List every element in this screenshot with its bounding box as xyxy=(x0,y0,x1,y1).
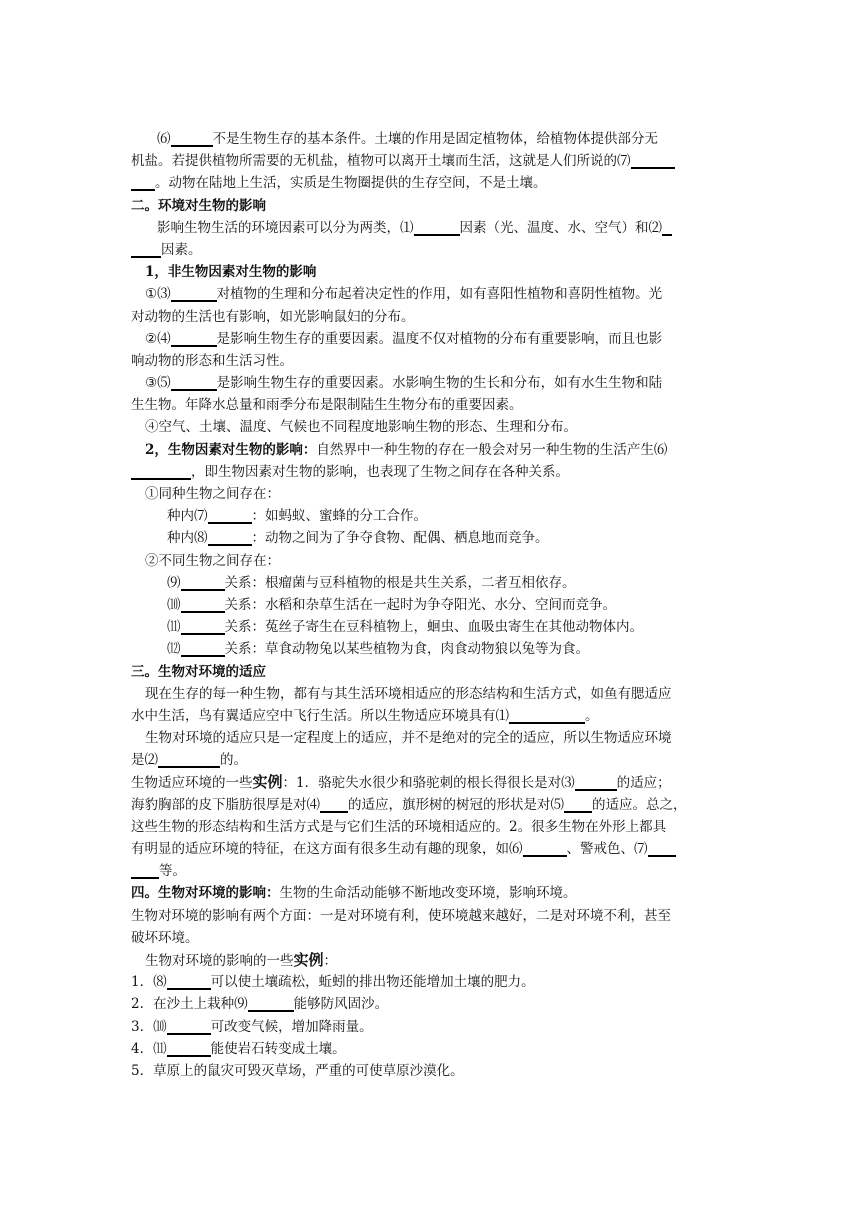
text-line xyxy=(131,461,731,483)
fill-blank[interactable] xyxy=(648,840,676,857)
text-line xyxy=(131,239,731,261)
text-line: 响动物的形态和生活习性。 xyxy=(131,352,293,369)
line-text: 能使岩石转变成土壤。 xyxy=(210,1040,346,1057)
fill-blank[interactable] xyxy=(564,796,592,813)
line-text: 种内⑻ xyxy=(167,530,208,547)
text-line: 这些生物的形态结构和生活方式是与它们生活的环境相适应的。2。很多生物在外形上都具 xyxy=(131,818,667,835)
fill-blank[interactable] xyxy=(181,596,225,613)
line-text: 生物的生命活动能够不断地改变环境，影响环境。 xyxy=(279,885,577,902)
fill-blank[interactable] xyxy=(158,751,220,768)
text-line xyxy=(131,971,731,993)
fill-blank[interactable] xyxy=(414,219,460,236)
text-line xyxy=(131,505,731,527)
fill-blank[interactable] xyxy=(575,774,617,791)
text-line: ②不同生物之间存在： xyxy=(145,552,280,569)
text-line xyxy=(131,638,731,660)
text-line: 现在生存的每一种生物，都有与其生活环境相适应的形态结构和生活方式，如鱼有腮适应 xyxy=(145,685,672,702)
line-text: ，即生物因素对生物的影响，也表现了生物之间存在各种关系。 xyxy=(191,463,569,480)
line-text: 海豹胸部的皮下脂肪很厚是对⑷ xyxy=(131,796,320,813)
text-line: 生物对环境的影响有两个方面：一是对环境有利，使环境越来越好，二是对环境不利，甚至 xyxy=(131,907,671,924)
text-line xyxy=(131,328,731,350)
line-text: ： xyxy=(323,952,338,969)
text-line xyxy=(131,527,731,549)
fill-blank[interactable] xyxy=(167,1040,211,1057)
text-line xyxy=(131,794,731,816)
text-line: 破坏环境。 xyxy=(131,929,199,946)
text-line xyxy=(131,1038,731,1060)
line-text: 的。 xyxy=(220,752,247,769)
line-text: 自然界中一种生物的存在一般会对另一种生物的生活产生⑹ xyxy=(316,441,668,458)
line-text: 关系：菟丝子寄生在豆科植物上，蛔虫、血吸虫寄生在其他动物体内。 xyxy=(224,619,643,636)
text-line: 生物对环境的适应只是一定程度上的适应，并不是绝对的完全的适应，所以生物适应环境 xyxy=(145,730,672,747)
text-line xyxy=(131,1016,731,1038)
blank-number: ⑿ xyxy=(167,641,181,658)
text-line: 生生物。年降水总量和雨季分布是限制陆生生物分布的重要因素。 xyxy=(131,397,523,414)
fill-blank[interactable] xyxy=(509,707,585,724)
fill-blank[interactable] xyxy=(320,796,348,813)
line-text: ：1．骆驼失水很少和骆驼刺的根长得很长是对⑶ xyxy=(282,775,575,792)
fill-blank[interactable] xyxy=(171,130,213,147)
line-text: ③⑸ xyxy=(145,375,171,392)
text-line xyxy=(131,128,731,150)
text-line xyxy=(131,283,731,305)
subsection-heading: 1，非生物因素对生物的影响 xyxy=(145,264,317,281)
blank-number: ⑾ xyxy=(167,619,181,636)
line-text: 是⑵ xyxy=(131,752,158,769)
text-line xyxy=(131,572,731,594)
example-label: 实例 xyxy=(293,950,324,969)
line-text: 。 xyxy=(585,707,599,724)
line-text: 的适应。总之， xyxy=(592,796,687,813)
fill-blank[interactable] xyxy=(131,463,191,480)
line-text: 能够防风固沙。 xyxy=(293,996,389,1013)
text-line: 对动物的生活也有影响，如光影响鼠妇的分布。 xyxy=(131,308,415,325)
text-line: ④空气、土壤、温度、气候也不同程度地影响生物的形态、生理和分布。 xyxy=(145,419,577,436)
line-text: 对植物的生理和分布起着决定性的作用，如有喜阳性植物和喜阴性植物。光 xyxy=(216,286,663,303)
line-text: 3．⑽ xyxy=(131,1018,167,1035)
fill-blank[interactable] xyxy=(171,374,217,391)
line-text: 是影响生物生存的重要因素。温度不仅对植物的分布有重要影响，而且也影 xyxy=(216,330,663,347)
line-text: 可改变气候，增加降雨量。 xyxy=(210,1018,373,1035)
fill-blank[interactable] xyxy=(131,862,159,879)
line-text: 影响生物生活的环境因素可以分为两类，⑴ xyxy=(157,219,414,236)
line-text: ①⑶ xyxy=(145,286,171,303)
fill-blank[interactable] xyxy=(167,973,211,990)
text-line xyxy=(131,594,731,616)
line-text: 4．⑾ xyxy=(131,1040,167,1057)
fill-blank[interactable] xyxy=(181,640,225,657)
text-line xyxy=(131,771,731,793)
line-text: ：如蚂蚁、蜜蜂的分工合作。 xyxy=(251,508,427,525)
line-text: 机盐。若提供植物所需要的无机盐，植物可以离开土壤而生活，这就是人们所说的⑺ xyxy=(131,153,631,170)
line-text: 关系：根瘤菌与豆科植物的根是共生关系，二者互相依存。 xyxy=(224,574,576,591)
line-text: 有明显的适应环境的特征，在这方面有很多生动有趣的现象，如⑹ xyxy=(131,841,523,857)
line-text: 生物对环境的影响的一些 xyxy=(145,952,294,969)
line-text: 因素。 xyxy=(161,241,202,258)
line-text: 。动物在陆地上生活，实质是生物圈提供的生存空间，不是土壤。 xyxy=(155,175,547,192)
line-text: 的适应，旗形树的树冠的形状是对⑸ xyxy=(348,796,564,813)
subsection-heading: 2，生物因素对生物的影响： xyxy=(145,441,317,458)
fill-blank[interactable] xyxy=(131,174,155,191)
fill-blank[interactable] xyxy=(131,241,161,258)
fill-blank[interactable] xyxy=(167,1018,211,1035)
line-text: 、警戒色、⑺ xyxy=(566,841,648,857)
line-text: 种内⑺ xyxy=(167,508,208,525)
text-line xyxy=(131,949,731,971)
section-heading: 四。生物对环境的影响： xyxy=(131,885,280,902)
text-line xyxy=(131,860,731,882)
line-text: 因素（光、温度、水、空气）和⑵ xyxy=(459,219,662,236)
line-text: 的适应； xyxy=(616,775,671,792)
blank-number: ⑼ xyxy=(167,574,181,591)
section-heading: 三。生物对环境的适应 xyxy=(131,663,266,680)
text-line xyxy=(131,838,731,860)
fill-blank[interactable] xyxy=(248,995,294,1012)
line-text: 水中生活，鸟有翼适应空中飞行生活。所以生物适应环境具有⑴ xyxy=(131,707,509,724)
text-line xyxy=(131,705,731,727)
text-line xyxy=(131,616,731,638)
text-line xyxy=(131,172,731,194)
line-text: 可以使土壤疏松，蚯蚓的排出物还能增加土壤的肥力。 xyxy=(210,974,535,991)
line-text: 不是生物生存的基本条件。土壤的作用是固定植物体，给植物体提供部分无 xyxy=(212,131,658,147)
text-line xyxy=(131,150,731,172)
example-label: 实例 xyxy=(252,773,283,792)
fill-blank[interactable] xyxy=(181,574,225,591)
text-line xyxy=(131,882,731,904)
fill-blank[interactable] xyxy=(631,152,675,169)
text-line xyxy=(131,217,731,239)
line-text: 生物适应环境的一些 xyxy=(131,775,253,792)
text-line: 5．草原上的鼠灾可毁灭草场，严重的可使草原沙漠化。 xyxy=(131,1062,464,1079)
blank-number: ⑽ xyxy=(167,596,181,613)
text-line xyxy=(131,372,731,394)
fill-blank[interactable] xyxy=(662,219,672,236)
section-heading: 二。环境对生物的影响 xyxy=(131,197,266,214)
line-text: 关系：草食动物兔以某些植物为食，肉食动物狼以兔等为食。 xyxy=(224,641,589,658)
line-text: ：动物之间为了争夺食物、配偶、栖息地而竞争。 xyxy=(251,530,549,547)
fill-blank[interactable] xyxy=(181,618,225,635)
line-text: 等。 xyxy=(159,863,186,880)
text-line xyxy=(131,439,731,461)
line-text: 是影响生物生存的重要因素。水影响生物的生长和分布，如有水生生物和陆 xyxy=(216,375,663,392)
fill-blank[interactable] xyxy=(171,285,217,302)
text-line: ①同种生物之间存在： xyxy=(145,486,280,502)
text-line xyxy=(131,749,731,771)
line-text: 2．在沙土上栽种⑼ xyxy=(131,996,248,1013)
line-text: ②⑷ xyxy=(145,330,171,347)
fill-blank[interactable] xyxy=(523,840,567,857)
line-text: 1．⑻ xyxy=(131,974,167,991)
fill-blank[interactable] xyxy=(208,507,252,524)
fill-blank[interactable] xyxy=(171,330,217,347)
fill-blank[interactable] xyxy=(208,529,252,546)
text-line xyxy=(131,993,731,1015)
line-text: 关系：水稻和杂草生活在一起时为争夺阳光、水分、空间而竞争。 xyxy=(224,596,616,613)
blank-number: ⑹ xyxy=(157,131,171,147)
worksheet xyxy=(131,128,731,1082)
